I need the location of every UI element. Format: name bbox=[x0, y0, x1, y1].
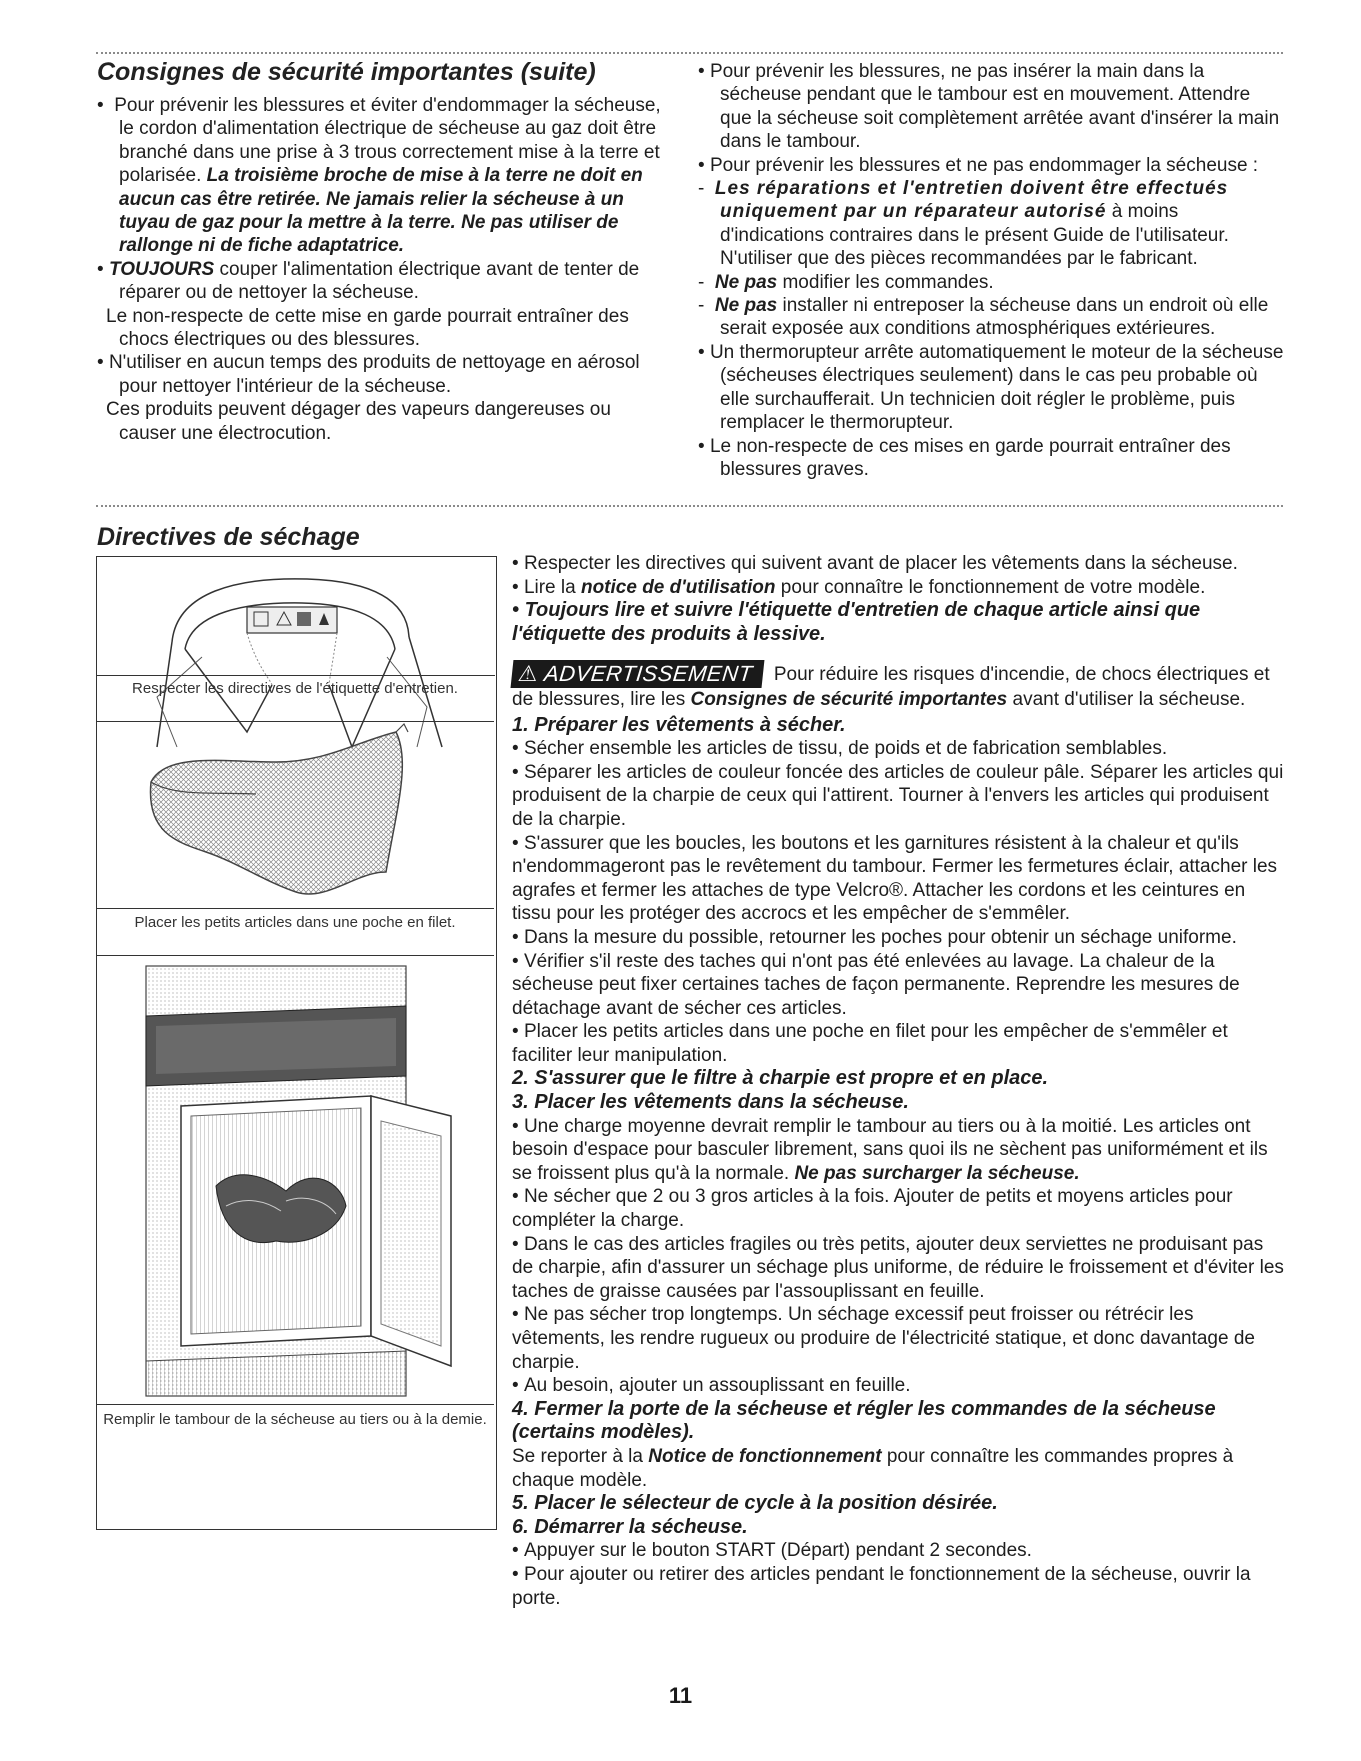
step-3-bullet-4 bbox=[512, 1303, 1284, 1374]
step-6-heading: 6. Démarrer la sécheuse. bbox=[512, 1515, 748, 1538]
intro-1 bbox=[512, 552, 1284, 576]
step-3-bullet-2 bbox=[512, 1185, 1284, 1232]
safety-bullet-2 bbox=[97, 258, 673, 305]
safety-bullet-1 bbox=[97, 94, 673, 258]
caption-dryer-drum bbox=[96, 1404, 494, 1429]
dash-icon: - bbox=[698, 295, 715, 317]
step-3-heading: 3. Placer les vêtements dans la sécheuse. bbox=[512, 1091, 909, 1114]
step-1-bullet-5-text: Vérifier s'il reste des taches qui n'ont pas été enlevées au lavage. La chaleur de la sécheuse peut fixer certaines taches de façon permanente. Reprendre les mesures de détachage avant de sécher ces articles. bbox=[512, 950, 1240, 1019]
bullet-icon: • bbox=[698, 341, 710, 363]
bullet-icon: • bbox=[512, 832, 524, 854]
section-title-safety: Consignes de sécurité importantes (suite) bbox=[97, 58, 596, 86]
step-3-bullet-1-bold: Ne pas surcharger la sécheuse. bbox=[794, 1162, 1080, 1184]
bullet-icon: • bbox=[512, 926, 524, 948]
section-title-drying: Directives de séchage bbox=[97, 523, 360, 551]
top-divider bbox=[96, 52, 1283, 54]
dash-icon: - bbox=[698, 178, 715, 200]
bullet-icon: • bbox=[698, 154, 710, 176]
safety-bullet-3-text: N'utiliser en aucun temps des produits de nettoyage en aérosol pour nettoyer l'intérieur de la sécheuse. bbox=[108, 352, 640, 397]
safety-right-column bbox=[698, 60, 1284, 481]
safety-dash-1-bold: Les réparations et l'entretien doivent être effectués uniquement par un réparateur autorisé bbox=[714, 178, 1229, 223]
warning-triangle-icon: ⚠ bbox=[516, 661, 540, 687]
safety-bullet-2-bold: TOUJOURS bbox=[108, 258, 215, 280]
safety-bullet-1-bold: La troisième broche de mise à la terre ne doit en aucun cas être retirée. Ne jamais relier la sécheuse à un tuyau de gaz pour la mettre à la terre. Ne pas utiliser de rallonge ni de fiche adaptatrice. bbox=[119, 165, 643, 257]
step-6-bullet-1-text: Appuyer sur le bouton START (Départ) pendant 2 secondes. bbox=[523, 1540, 1032, 1562]
drying-instructions bbox=[512, 552, 1284, 1610]
step-3-bullet-3 bbox=[512, 1233, 1284, 1304]
safety-dash-3-bold: Ne pas bbox=[714, 295, 778, 317]
safety-left-column bbox=[97, 94, 673, 445]
caption-dryer-drum-span: Remplir le tambour de la sécheuse au tiers ou à la demie. bbox=[103, 1411, 487, 1428]
caption-care-label-text bbox=[96, 674, 494, 698]
bullet-icon: • bbox=[698, 61, 710, 82]
warning-text: Pour réduire les risques d'incendie, de chocs électriques et de blessures, lire les bbox=[512, 664, 1270, 710]
warning-post: avant d'utiliser la sécheuse. bbox=[1012, 688, 1246, 710]
caption-care-label-span: Respecter les directives de l'étiquette d'entretien. bbox=[132, 680, 458, 697]
safety-right-bullet-4-text: Le non-respecte de ces mises en garde pourrait entraîner des blessures graves. bbox=[709, 435, 1231, 480]
step-3-bullet-3-text: Dans le cas des articles fragiles ou très petits, ajouter deux serviettes ne produisant pas de charpie, afin d'assurer un séchage plus uniforme, de réduire le froissement et d'éviter les taches de graisse causées par l'assouplissant en feuille. bbox=[512, 1233, 1284, 1302]
intro-2-pre: Lire la bbox=[523, 576, 576, 598]
safety-dash-2 bbox=[698, 271, 1284, 294]
middle-divider bbox=[96, 505, 1283, 507]
bullet-icon: • bbox=[512, 1375, 524, 1397]
safety-dash-1 bbox=[698, 177, 1284, 271]
dash-icon: - bbox=[698, 271, 715, 293]
safety-bullet-3 bbox=[97, 351, 673, 398]
safety-dash-2-text: modifier les commandes. bbox=[782, 271, 994, 293]
step-1-bullet-2-text: Séparer les articles de couleur foncée des articles de couleur pâle. Séparer les articles qui produisent de la charpie de ceux qui l'attirent. Tourner à l'envers les articles qui produisent de la charpie. bbox=[512, 761, 1284, 830]
intro-2-bold: notice de d'utilisation bbox=[580, 576, 776, 598]
safety-bullet-3-note: Ces produits peuvent dégager des vapeurs dangereuses ou causer une électrocution. bbox=[106, 399, 611, 444]
warning-bold: Consignes de sécurité importantes bbox=[690, 688, 1008, 710]
step-5-heading: 5. Placer le sélecteur de cycle à la position désirée. bbox=[512, 1492, 998, 1515]
caption-mesh-bag-span: Placer les petits articles dans une poche en filet. bbox=[134, 914, 456, 931]
intro-2 bbox=[512, 576, 1284, 600]
step-1-bullet-2 bbox=[512, 761, 1284, 832]
step-6-bullet-1 bbox=[512, 1539, 1284, 1563]
figure-dryer-drum bbox=[96, 956, 494, 1404]
step-2-heading: 2. S'assurer que le filtre à charpie est propre et en place. bbox=[512, 1067, 1049, 1090]
safety-dash-2-bold: Ne pas bbox=[714, 271, 778, 293]
bullet-icon: • bbox=[512, 1115, 524, 1137]
step-4-text bbox=[512, 1445, 1284, 1492]
bullet-icon: • bbox=[512, 738, 524, 760]
safety-bullet-2-text: couper l'alimentation électrique avant de tenter de réparer ou de nettoyer la sécheuse. bbox=[119, 258, 640, 304]
step-1-bullet-4 bbox=[512, 926, 1284, 950]
step-3-bullet-1 bbox=[512, 1115, 1284, 1186]
intro-1-text: Respecter les directives qui suivent avant de placer les vêtements dans la sécheuse. bbox=[523, 553, 1238, 574]
figures-content bbox=[96, 556, 497, 1530]
step-1-bullet-1 bbox=[512, 737, 1284, 761]
bullet-icon: • bbox=[512, 950, 524, 972]
step-3-bullet-1-text: Une charge moyenne devrait remplir le tambour au tiers ou à la moitié. Les articles ont besoin d'espace pour basculer librement, sans quoi ils ne sèchent pas uniformément et ils se froissent plus qu'à la normale. bbox=[512, 1115, 1268, 1184]
safety-right-bullet-3 bbox=[698, 341, 1284, 435]
step-1-bullet-1-text: Sécher ensemble les articles de tissu, de poids et de fabrication semblables. bbox=[523, 738, 1168, 760]
step-4-heading: 4. Fermer la porte de la sécheuse et régler les commandes de la sécheuse (certains modèles). bbox=[512, 1397, 1216, 1444]
step-6-bullet-2 bbox=[512, 1563, 1284, 1610]
step-1-bullet-5 bbox=[512, 950, 1284, 1021]
warning-badge bbox=[511, 660, 764, 688]
bullet-icon: • bbox=[512, 1304, 524, 1326]
safety-bullet-1-text: Pour prévenir les blessures et éviter d'endommager la sécheuse, le cordon d'alimentation électrique de sécheuse au gaz doit être branché dans une prise à 3 trous correctement mise à la terre et polarisée. bbox=[114, 95, 661, 187]
safety-dash-3-text: installer ni entreposer la sécheuse dans un endroit où elle serait exposée aux conditions atmosphériques extérieures. bbox=[720, 295, 1269, 340]
bullet-icon: • bbox=[512, 1186, 524, 1208]
bullet-icon: • bbox=[97, 258, 109, 280]
step-6-bullet-2-text: Pour ajouter ou retirer des articles pendant le fonctionnement de la sécheuse, ouvrir la porte. bbox=[512, 1563, 1251, 1609]
step-3-bullet-5-text: Au besoin, ajouter un assouplissant en feuille. bbox=[523, 1375, 911, 1397]
page-number: 11 bbox=[668, 1683, 693, 1708]
step-1-bullet-6 bbox=[512, 1020, 1284, 1067]
safety-dash-1-text: à moins d'indications contraires dans le présent Guide de l'utilisateur. N'utiliser que des pièces recommandées par le fabricant. bbox=[720, 201, 1229, 270]
safety-right-bullet-3-text: Un thermorupteur arrête automatiquement le moteur de la sécheuse (sécheuses électriques seulement) dans le cas peu probable où elle surchaufferait. Un technicien doit régler le problème, puis remplacer le thermorupteur. bbox=[709, 341, 1284, 434]
intro-2-post: pour connaître le fonctionnement de votre modèle. bbox=[780, 576, 1206, 598]
bullet-icon: • bbox=[512, 1563, 524, 1585]
safety-right-bullet-4 bbox=[698, 435, 1284, 482]
bullet-icon: • bbox=[512, 576, 524, 598]
bullet-icon: • bbox=[97, 352, 109, 374]
bullet-icon: • bbox=[698, 435, 710, 457]
safety-right-bullet-1 bbox=[698, 60, 1284, 154]
dryer-illustration bbox=[96, 956, 494, 1404]
mesh-bag-illustration bbox=[96, 722, 494, 908]
safety-bullet-2-note: Le non-respecte de cette mise en garde pourrait entraîner des chocs électriques ou des blessures. bbox=[106, 305, 629, 351]
safety-dash-3 bbox=[698, 294, 1284, 341]
bullet-icon: • bbox=[97, 95, 115, 116]
step-3-bullet-2-text: Ne sécher que 2 ou 3 gros articles à la fois. Ajouter de petits et moyens articles pour compléter la charge. bbox=[512, 1186, 1233, 1232]
step-1-bullet-4-text: Dans la mesure du possible, retourner les poches pour obtenir un séchage uniforme. bbox=[523, 926, 1237, 948]
warning-paragraph bbox=[512, 660, 1284, 711]
bullet-icon: • bbox=[512, 553, 524, 574]
step-4-pre: Se reporter à la bbox=[512, 1445, 643, 1467]
bullet-icon: • bbox=[512, 1021, 524, 1043]
bullet-icon: • bbox=[512, 1233, 524, 1255]
step-1-heading: 1. Préparer les vêtements à sécher. bbox=[512, 713, 846, 736]
step-3-bullet-5 bbox=[512, 1374, 1284, 1398]
warning-label: ADVERTISSEMENT bbox=[542, 661, 754, 687]
step-4-bold: Notice de fonctionnement bbox=[648, 1445, 882, 1467]
intro-3-text: Toujours lire et suivre l'étiquette d'entretien de chaque article ainsi que l'étiquette des produits à lessive. bbox=[512, 599, 1201, 645]
step-1-bullet-3-text: S'assurer que les boucles, les boutons et les garnitures résistent à la chaleur et qu'ils n'endommageront pas le revêtement du tambour. Fermer les fermetures éclair, attacher les agrafes et fermer les attaches de type Velcro®. Attacher les cordons et les ceintures en tissu pour les protéger des accrocs et les empêcher de s'emmêler. bbox=[512, 832, 1278, 925]
bullet-icon: • bbox=[512, 1540, 524, 1562]
step-3-bullet-4-text: Ne pas sécher trop longtemps. Un séchage excessif peut froisser ou rétrécir les vêtements, les rendre rugueux ou produire de l'électricité statique, et donc davantage de charpie. bbox=[512, 1304, 1255, 1373]
figure-mesh-bag bbox=[96, 722, 494, 908]
step-4-post: pour connaître les commandes propres à chaque modèle. bbox=[512, 1445, 1234, 1491]
step-1-bullet-3 bbox=[512, 832, 1284, 926]
intro-3 bbox=[512, 599, 1284, 646]
bullet-icon: • bbox=[512, 599, 525, 622]
bullet-icon: • bbox=[512, 761, 524, 783]
caption-mesh-bag bbox=[96, 908, 494, 932]
safety-right-bullet-1-text: Pour prévenir les blessures, ne pas insérer la main dans la sécheuse pendant que le tambour est en mouvement. Attendre que la sécheuse soit complètement arrêtée avant d'insérer la main dans le tambour. bbox=[709, 61, 1280, 153]
step-1-bullet-6-text: Placer les petits articles dans une poche en filet pour les empêcher de s'emmêler et faciliter leur manipulation. bbox=[512, 1021, 1228, 1066]
safety-right-bullet-2-text: Pour prévenir les blessures et ne pas endommager la sécheuse : bbox=[709, 154, 1259, 176]
safety-right-bullet-2 bbox=[698, 154, 1284, 177]
